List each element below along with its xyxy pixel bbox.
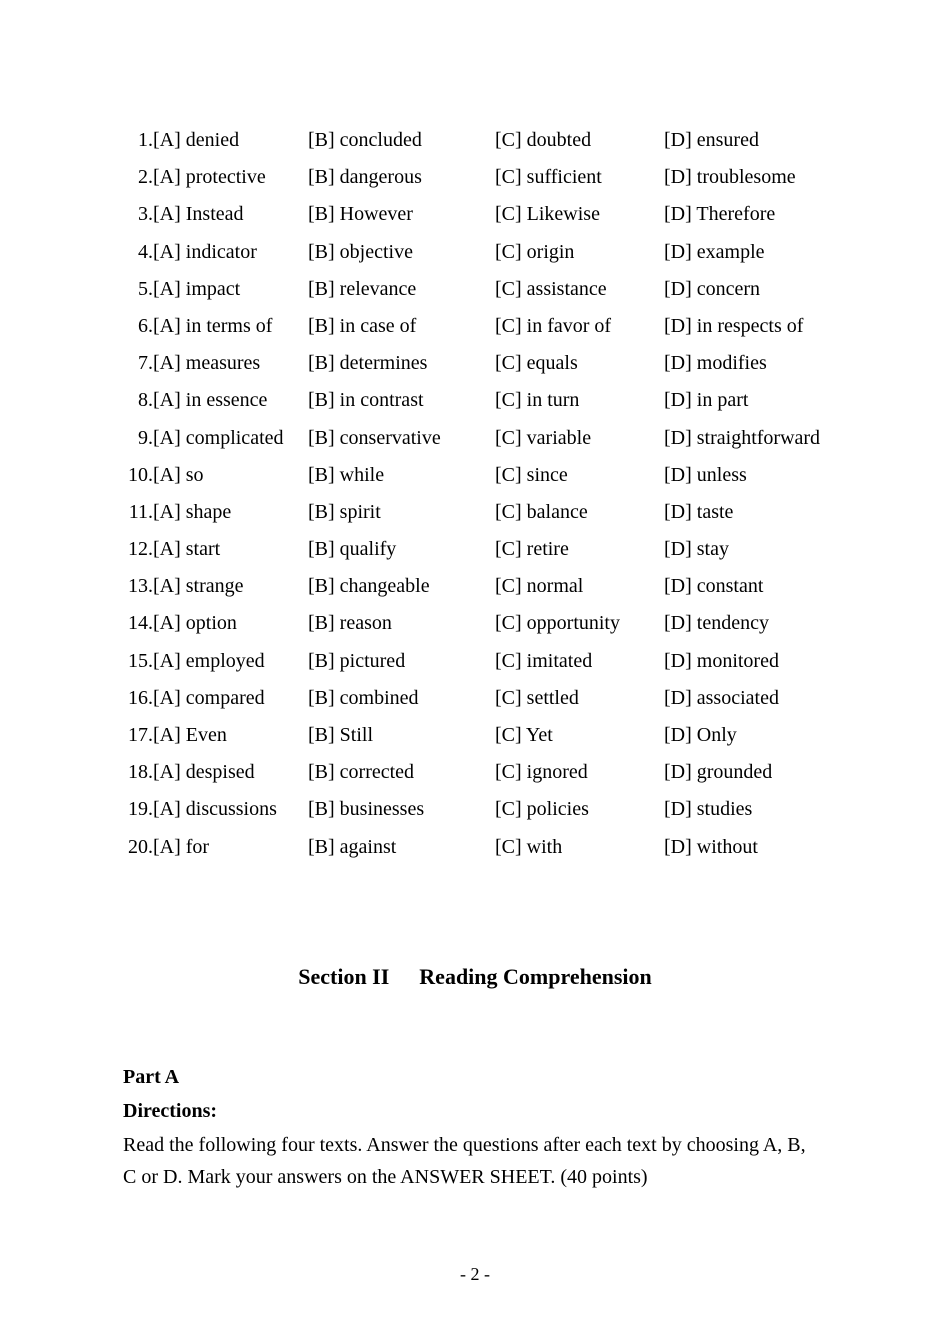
option-b: [B] dangerous	[308, 166, 422, 189]
option-c: [C] origin	[495, 240, 575, 263]
option-a: [A] employed	[153, 649, 265, 672]
option-c: [C] in turn	[495, 389, 580, 412]
option-b: [B] Still	[308, 724, 374, 746]
section-name: Reading Comprehension	[419, 964, 652, 989]
directions-title: Directions:	[123, 1100, 218, 1122]
option-b: [B] relevance	[308, 277, 417, 300]
option-row	[122, 605, 842, 642]
question-number: 12.	[128, 538, 153, 561]
option-row	[122, 494, 842, 531]
option-d: [D] grounded	[664, 761, 773, 784]
option-row	[122, 531, 842, 568]
option-d: [D] modifies	[664, 352, 767, 375]
option-row	[122, 829, 842, 866]
option-c: [C] settled	[495, 686, 579, 709]
option-d: [D] monitored	[664, 649, 779, 672]
question-number: 6.	[138, 314, 153, 337]
question-number: 9.	[138, 426, 153, 449]
option-c: [C] equals	[495, 352, 578, 375]
option-a: [A] start	[153, 538, 221, 561]
option-c: [C] Yet	[495, 724, 553, 746]
question-number: 14.	[128, 612, 153, 635]
option-c: [C] ignored	[495, 761, 588, 784]
option-c: [C] in favor of	[495, 314, 612, 337]
option-b: [B] reason	[308, 612, 392, 635]
option-row	[122, 196, 842, 233]
question-number: 7.	[138, 352, 153, 375]
option-a: [A] despised	[153, 761, 255, 784]
option-c: [C] normal	[495, 575, 584, 598]
option-a: [A] measures	[153, 352, 261, 375]
option-a: [A] Even	[153, 724, 227, 746]
option-b: [B] spirit	[308, 500, 381, 523]
question-number: 20.	[128, 835, 153, 858]
option-a: [A] complicated	[153, 426, 284, 449]
question-number: 15.	[128, 649, 153, 672]
option-a: [A] Instead	[153, 203, 244, 226]
option-row	[122, 457, 842, 494]
option-row	[122, 159, 842, 196]
option-c: [C] sufficient	[495, 166, 602, 189]
option-b: [B] qualify	[308, 538, 397, 561]
option-c: [C] since	[495, 463, 568, 486]
option-a: [A] discussions	[153, 798, 277, 821]
question-number: 13.	[128, 575, 153, 598]
option-d: [D] constant	[664, 575, 764, 598]
option-b: [B] concluded	[308, 129, 422, 151]
question-number: 11.	[128, 500, 153, 523]
option-a: [A] for	[153, 835, 210, 858]
part-title: Part A	[123, 1066, 180, 1088]
option-row	[122, 234, 842, 271]
question-number: 8.	[138, 389, 153, 412]
option-b: [B] combined	[308, 686, 419, 709]
option-c: [C] imitated	[495, 649, 593, 672]
option-row	[122, 271, 842, 308]
option-row	[122, 382, 842, 419]
option-row	[122, 568, 842, 605]
option-b: [B] determines	[308, 352, 428, 375]
option-row	[122, 308, 842, 345]
option-a: [A] option	[153, 612, 237, 635]
option-d: [D] unless	[664, 463, 747, 486]
option-a: [A] in essence	[153, 389, 268, 412]
option-row	[122, 643, 842, 680]
option-row	[122, 717, 842, 754]
question-number: 1.	[138, 129, 153, 151]
option-c: [C] balance	[495, 500, 588, 523]
question-number: 10.	[128, 463, 153, 486]
option-b: [B] corrected	[308, 761, 415, 784]
option-c: [C] with	[495, 835, 563, 858]
option-d: [D] in respects of	[664, 314, 804, 337]
question-number: 5.	[138, 277, 153, 300]
option-d: [D] ensured	[664, 129, 759, 151]
option-b: [B] businesses	[308, 798, 425, 821]
option-a: [A] impact	[153, 277, 241, 300]
option-c: [C] policies	[495, 798, 589, 821]
option-b: [B] pictured	[308, 649, 406, 672]
option-b: [B] against	[308, 835, 397, 858]
option-d: [D] concern	[664, 277, 761, 300]
option-c: [C] retire	[495, 538, 569, 561]
question-number: 16.	[128, 686, 153, 709]
question-number: 2.	[138, 166, 153, 189]
option-b: [B] in case of	[308, 314, 417, 337]
option-d: [D] Therefore	[664, 203, 776, 226]
question-number: 3.	[138, 203, 153, 226]
option-b: [B] in contrast	[308, 389, 424, 412]
section-title	[0, 962, 950, 992]
option-a: [A] protective	[153, 166, 266, 189]
option-row	[122, 791, 842, 828]
question-number: 17.	[128, 724, 153, 746]
option-c: [C] variable	[495, 426, 592, 449]
options-list	[122, 122, 842, 866]
option-b: [B] However	[308, 203, 413, 226]
option-row	[122, 680, 842, 717]
option-a: [A] compared	[153, 686, 265, 709]
directions-text: Read the following four texts. Answer the questions after each text by choosing A, B, C or D. Mark your answers on the ANSWER SHEET. (40 points)	[123, 1134, 806, 1188]
option-d: [D] stay	[664, 538, 729, 561]
question-number: 18.	[128, 761, 153, 784]
option-a: [A] indicator	[153, 240, 257, 263]
option-c: [C] doubted	[495, 129, 592, 151]
option-d: [D] troublesome	[664, 166, 796, 189]
option-d: [D] taste	[664, 500, 734, 523]
option-c: [C] assistance	[495, 277, 607, 300]
option-d: [D] tendency	[664, 612, 769, 635]
option-row	[122, 420, 842, 457]
option-b: [B] changeable	[308, 575, 430, 598]
option-a: [A] shape	[153, 500, 232, 523]
page-number: - 2 -	[460, 1264, 490, 1284]
option-a: [A] strange	[153, 575, 244, 598]
option-row	[122, 345, 842, 382]
section-label: Section II	[298, 964, 390, 989]
option-row	[122, 122, 842, 159]
option-d: [D] example	[664, 240, 765, 263]
option-c: [C] Likewise	[495, 203, 600, 226]
option-b: [B] objective	[308, 240, 413, 263]
option-b: [B] while	[308, 463, 385, 486]
option-c: [C] opportunity	[495, 612, 620, 635]
option-row	[122, 754, 842, 791]
option-d: [D] in part	[664, 389, 749, 412]
option-a: [A] denied	[153, 129, 240, 151]
option-d: [D] Only	[664, 724, 737, 746]
option-b: [B] conservative	[308, 426, 441, 449]
question-number: 19.	[128, 798, 153, 821]
option-d: [D] straightforward	[664, 426, 821, 449]
option-d: [D] without	[664, 835, 758, 858]
option-a: [A] so	[153, 463, 204, 486]
option-d: [D] studies	[664, 798, 753, 821]
option-d: [D] associated	[664, 686, 779, 709]
option-a: [A] in terms of	[153, 314, 273, 337]
question-number: 4.	[138, 240, 153, 263]
